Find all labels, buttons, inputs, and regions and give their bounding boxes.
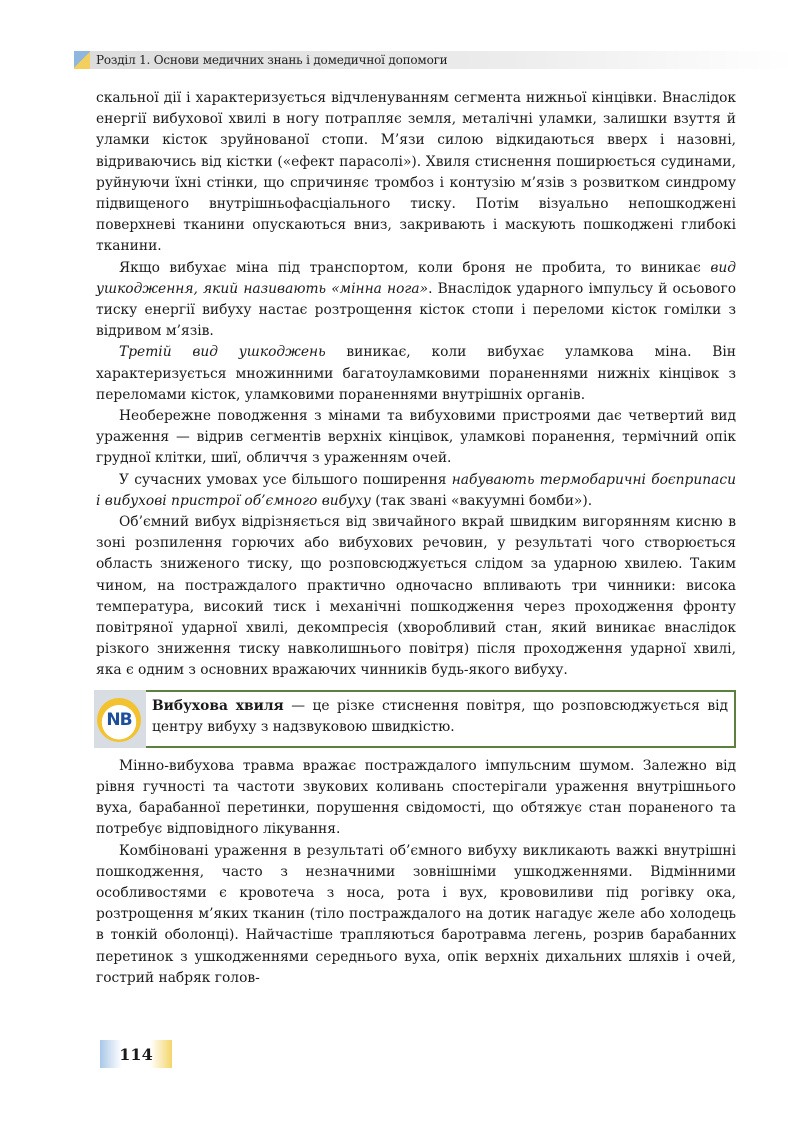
header-mark-icon	[74, 51, 90, 69]
nb-definition	[152, 696, 728, 738]
paragraph: У сучасних умовах усе більшого поширення набувають термобаричні боєприпаси і вибухові пристрої об’ємного вибуху (так звані «вакуумні бомби»).	[96, 471, 736, 509]
running-header	[74, 51, 794, 69]
paragraph: Мінно-вибухова травма вражає постраждалого імпульсним шумом. Залежно від рівня гучності та частоти звукових коливань спостерігали ураження внутрішнього вуха, барабанної перетинки, порушення свідомості, що обтяжує стан пораненого та потребує відповідного лікування.	[96, 757, 736, 838]
paragraph: Комбіновані ураження в результаті об’ємного вибуху викликають важкі внутрішні пошкодження, часто з незначними зовнішніми ушкодженнями. Відмінними особливостями є кровотеча з носа, рота і вух, крововиливи під рогівку ока, розтрощення м’яких тканин (тіло постраждалого на дотик нагадує желе або холодець в тонкій оболонці). Найчастіше трапляються баротравма легень, розрив барабанних перетинок з ушкодженнями середнього вуха, опік верхніх дихальних шляхів і очей, гострий набряк голов-	[96, 842, 736, 986]
nb-term: Вибухова хвиля	[152, 697, 284, 714]
nb-icon	[94, 690, 146, 748]
page-number	[100, 1040, 172, 1068]
italic-term: вид ушкодження, який називають «мінна нога»	[96, 259, 736, 297]
nb-badge	[97, 698, 141, 742]
main-text	[96, 88, 736, 989]
paragraph: Необережне поводження з мінами та вибуховими пристроями дає четвертий вид ураження — відрив сегментів верхніх кінцівок, уламкові поранення, термічний опік грудної клітки, шиї, обличчя з ураженням очей.	[96, 408, 736, 467]
italic-term: набувають термобаричні боєприпаси і вибухові пристрої об’ємного вибуху	[96, 471, 736, 509]
nb-definition-box	[94, 690, 736, 748]
nb-frame	[146, 690, 736, 748]
paragraph: Об’ємний вибух відрізняється від звичайного вкрай швидким вигорянням кисню в зоні розпилення горючих або вибухових речовин, у результаті чого створюється область зниженого тиску, що розповсюджується слідом за ударною хвилею. Таким чином, на постраждалого практично одночасно впливають три чинники: висока температура, високий тиск і механічні пошкодження через проходження фронту повітряної ударної хвилі, декомпресія (хворобливий стан, який виникає внаслідок різкого зниження тиску навколишнього повітря) після проходження ударної хвилі, яка є одним з основних вражаючих чинників будь-якого вибуху.	[96, 514, 736, 679]
header-title: Розділ 1. Основи медичних знань і домедичної допомоги	[96, 53, 448, 67]
nb-label: NB	[106, 709, 132, 730]
nb-definition-text: — це різке стиснення повітря, що розповсюджується від центру вибуху з надзвуковою швидкістю.	[152, 697, 728, 735]
paragraph: скальної дії і характеризується відчленуванням сегмента нижньої кінцівки. Внаслідок енергії вибухової хвилі в ногу потрапляє земля, металічні уламки, залишки взуття й уламки кісток зруйнованої стопи. М’язи силою відкидаються вверх і назовні, відриваючись від кістки («ефект парасолі»). Хвиля стиснення поширюється судинами, руйнуючи їхні стінки, що спричиняє тромбоз і контузію м’язів з розвитком синдрому підвищеного внутрішньофасціального тиску. Потім візуально непошкоджені поверхневі тканини опускаються вниз, закривають і маскують пошкоджені глибокі тканини.	[96, 90, 736, 255]
paragraph: Якщо вибухає міна під транспортом, коли броня не пробита, то виникає вид ушкодження, який називають «мінна нога». Внаслідок ударного імпульсу й осьового тиску енергії вибуху настає розтрощення кісток стопи і переломи кісток гомілки з відривом м’язів.	[96, 259, 736, 340]
italic-term: Третій вид ушкоджень	[119, 344, 326, 361]
paragraph: Третій вид ушкоджень виникає, коли вибухає уламкова міна. Він характеризується множинними багатоуламковими пораненнями нижніх кінцівок з переломами кісток, уламковими пораненнями внутрішніх органів.	[96, 344, 736, 403]
page-number-label: 114	[119, 1044, 153, 1064]
